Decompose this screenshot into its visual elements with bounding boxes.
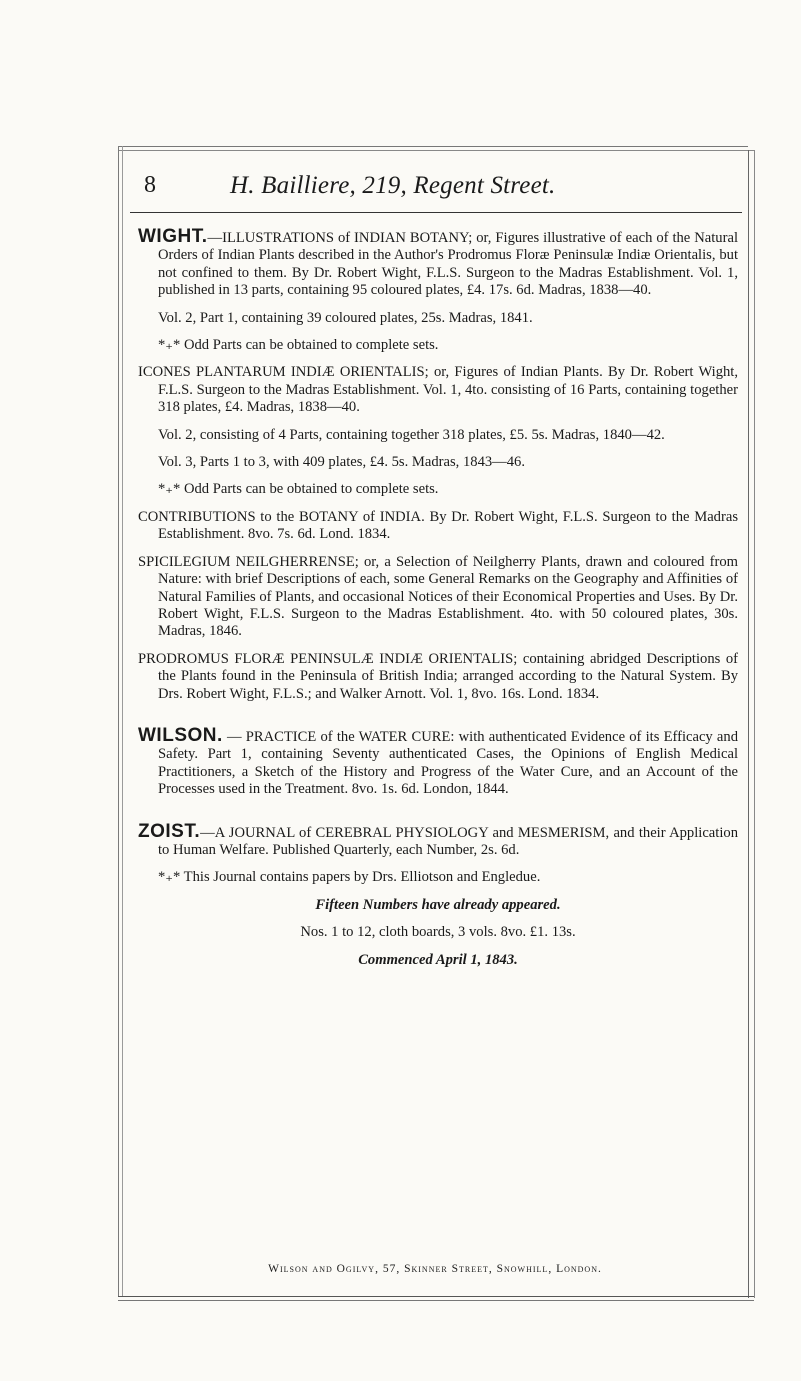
entry-text: SPICILEGIUM NEILGHERRENSE; or, a Selection of Neilgherry Plants, drawn and coloured from Nature: with brief Descriptions of each, some General Remarks on the Geography and Affinities of Natural Families of Plants, and occasional Notices of their Economical Properties and Uses. By Dr. Robert Wight, F.L.S. Surgeon to the Madras Establishment. 4to. with 50 coloured plates, 30s. Madras, 1846. (138, 553, 738, 640)
author-name: WILSON. (138, 724, 223, 746)
entry-text: PRODROMUS FLORÆ PENINSULÆ INDIÆ ORIENTALIS; containing abridged Descriptions of the Plants found in the Peninsula of British India; arranged according to the Natural System. By Drs. Robert Wight, F.L.S.; and Walker Arnott. Vol. 1, 8vo. 16s. Lond. 1834. (138, 650, 738, 702)
entry-volume: Vol. 3, Parts 1 to 3, with 409 plates, £4. 5s. Madras, 1843—46. (158, 454, 525, 471)
entry-text: — PRACTICE of the WATER CURE: with authenticated Evidence of its Efficacy and Safety. Part 1, containing Seventy authenticated Cases, the Opinions of English Medical Practitioners, a Sketch of the History and Progress of the Water Cure, and an Account of the Processes used in the Treatment. 8vo. 1s. 6d. London, 1844. (158, 728, 738, 798)
frame-bottom-rule-outer (118, 1300, 754, 1301)
running-head: H. Bailliere, 219, Regent Street. (230, 172, 556, 199)
entry-wight-illustrations (138, 228, 738, 300)
entry-wilson-water-cure (138, 724, 738, 799)
author-name: ZOIST. (138, 820, 201, 842)
entry-note: *₊* This Journal contains papers by Drs. Elliotson and Engledue. (158, 869, 541, 886)
catalogue-content (138, 228, 738, 969)
frame-bottom-rule (118, 1296, 754, 1297)
frame-right-rule (748, 150, 749, 1298)
printer-imprint: Wilson and Ogilvy, 57, Skinner Street, Snowhill, London. (268, 1263, 602, 1275)
entry-text: CONTRIBUTIONS to the BOTANY of INDIA. By Dr. Robert Wight, F.L.S. Surgeon to the Madras Establishment. 8vo. 7s. 6d. Lond. 1834. (138, 508, 738, 543)
entry-zoist (138, 820, 738, 860)
entry-wight-prodromus (138, 651, 738, 703)
entry-volume: Vol. 2, Part 1, containing 39 coloured plates, 25s. Madras, 1841. (158, 309, 533, 326)
entry-note: *₊* Odd Parts can be obtained to complete sets. (158, 481, 439, 498)
entry-wight-icones (138, 364, 738, 416)
entry-text: —ILLUSTRATIONS of INDIAN BOTANY; or, Figures illustrative of each of the Natural Orders of Indian Plants described in the Author's Prodromus Floræ Peninsulæ Indiæ Orientalis, but not confined to them. By Dr. Robert Wight, F.L.S. Surgeon to the Madras Establishment. Vol. 1, published in 13 parts, containing 95 coloured plates, £4. 17s. 6d. Madras, 1838—40. (158, 230, 738, 299)
frame-right-rule-outer (754, 150, 755, 1298)
entry-wight-contributions (138, 509, 738, 544)
entry-wight-spicilegium (138, 554, 738, 641)
header-rule (130, 212, 742, 213)
author-name: WIGHT. (138, 226, 208, 247)
page-number: 8 (144, 172, 156, 198)
frame-top-rule-inner (118, 150, 754, 151)
entry-text: ICONES PLANTARUM INDIÆ ORIENTALIS; or, Figures of Indian Plants. By Dr. Robert Wight, F.L.S. Surgeon to the Madras Establishment. Vol. 1, 4to. consisting of 16 Parts, containing together 318 plates, £4. Madras, 1838—40. (138, 364, 738, 416)
frame-left-rule (118, 146, 119, 1296)
zoist-numbers-price: Nos. 1 to 12, cloth boards, 3 vols. 8vo. £1. 13s. (300, 924, 576, 941)
zoist-fifteen-numbers: Fifteen Numbers have already appeared. (315, 896, 561, 913)
entry-note: *₊* Odd Parts can be obtained to complete sets. (158, 337, 439, 354)
entry-text: —A JOURNAL of CEREBRAL PHYSIOLOGY and MESMERISM, and their Application to Human Welfare. Published Quarterly, each Number, 2s. 6d. (158, 824, 738, 858)
frame-top-rule (118, 146, 748, 147)
zoist-commenced: Commenced April 1, 1843. (358, 951, 518, 968)
frame-left-rule-inner (122, 146, 123, 1296)
page-header (130, 168, 740, 208)
entry-volume: Vol. 2, consisting of 4 Parts, containing together 318 plates, £5. 5s. Madras, 1840—42. (158, 426, 665, 443)
